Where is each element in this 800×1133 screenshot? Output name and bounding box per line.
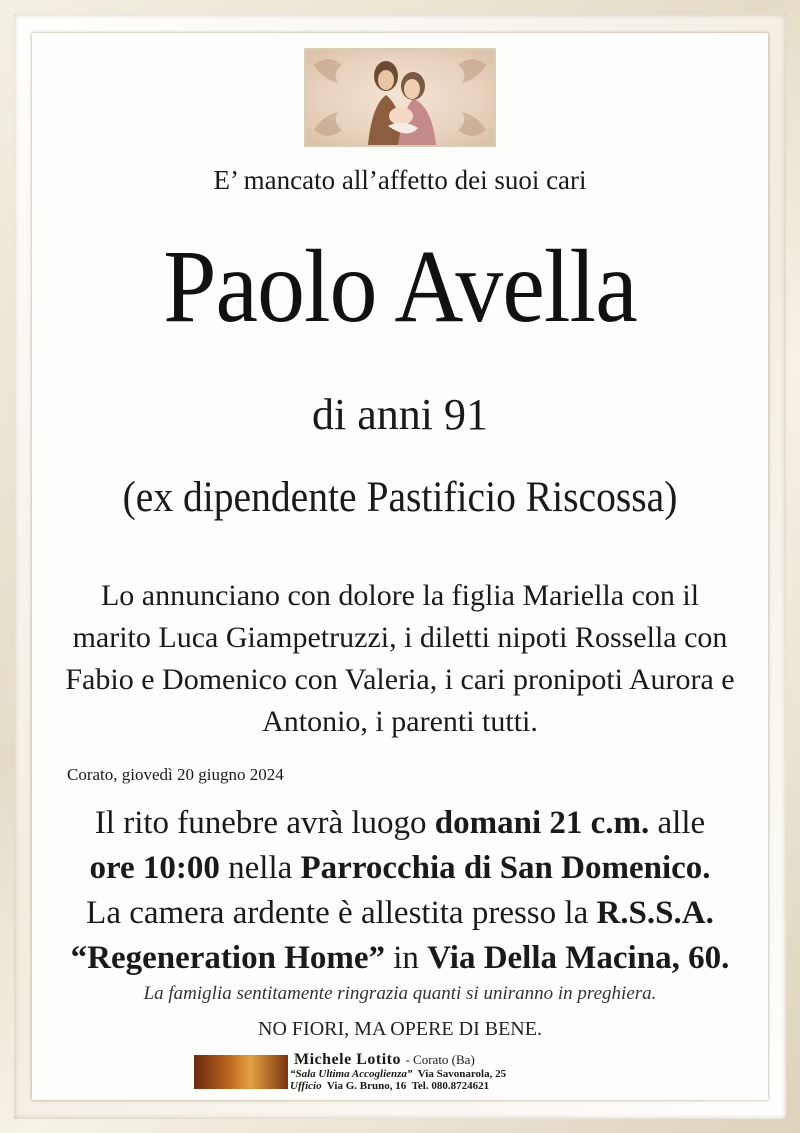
family-thanks: La famiglia sentitamente ringrazia quanti si uniranno in preghiera. bbox=[143, 983, 657, 1004]
agency-hall-address: Via Savonarola, 25 bbox=[417, 1068, 507, 1080]
rites-address: Via Della Macina, 60. bbox=[427, 940, 730, 976]
agency-office-label: Ufficio bbox=[290, 1080, 322, 1092]
rites-text: La camera ardente è allestita presso la bbox=[86, 895, 597, 931]
rites-church: Parrocchia di San Domenico. bbox=[300, 850, 711, 886]
agency-city: - Corato (Ba) bbox=[405, 1052, 475, 1067]
agency-phone: Tel. 080.8724621 bbox=[411, 1080, 490, 1092]
obituary-notice bbox=[32, 33, 768, 1100]
deceased-occupation: (ex dipendente Pastificio Riscossa) bbox=[122, 474, 678, 521]
deceased-name: Paolo Avella bbox=[163, 229, 637, 344]
agency-logo bbox=[194, 1055, 288, 1089]
agency-office-address: Via G. Bruno, 16 bbox=[326, 1080, 407, 1092]
rites-text: nella bbox=[219, 850, 301, 886]
deceased-age: di anni 91 bbox=[312, 390, 488, 439]
rites-date: domani 21 c.m. bbox=[434, 805, 650, 841]
rites-text: in bbox=[385, 940, 428, 976]
funeral-details bbox=[32, 801, 768, 981]
family-announcement: Lo annunciano con dolore la figlia Mariella con il marito Luca Giampetruzzi, i diletti nipoti Rossella con Fabio e Domenico con Valeria, i cari pronipoti Aurora e Antonio, i parenti tutti. bbox=[65, 579, 735, 738]
no-flowers-note: NO FIORI, MA OPERE DI BENE. bbox=[258, 1018, 542, 1040]
holy-family-illustration bbox=[306, 50, 494, 145]
funeral-agency bbox=[194, 1053, 614, 1093]
rites-text: alle bbox=[649, 805, 706, 841]
intro-text: E’ mancato all’affetto dei suoi cari bbox=[213, 165, 587, 195]
dateline: Corato, giovedì 20 giugno 2024 bbox=[67, 765, 284, 784]
agency-name: Michele Lotito bbox=[294, 1051, 401, 1068]
holy-family-image bbox=[304, 48, 496, 147]
agency-hall: “Sala Ultima Accoglienza” bbox=[290, 1068, 413, 1080]
rites-chapel: R.S.S.A. “Regeneration Home” bbox=[70, 895, 714, 976]
rites-text: Il rito funebre avrà luogo bbox=[94, 805, 435, 841]
rites-time: ore 10:00 bbox=[89, 850, 220, 886]
